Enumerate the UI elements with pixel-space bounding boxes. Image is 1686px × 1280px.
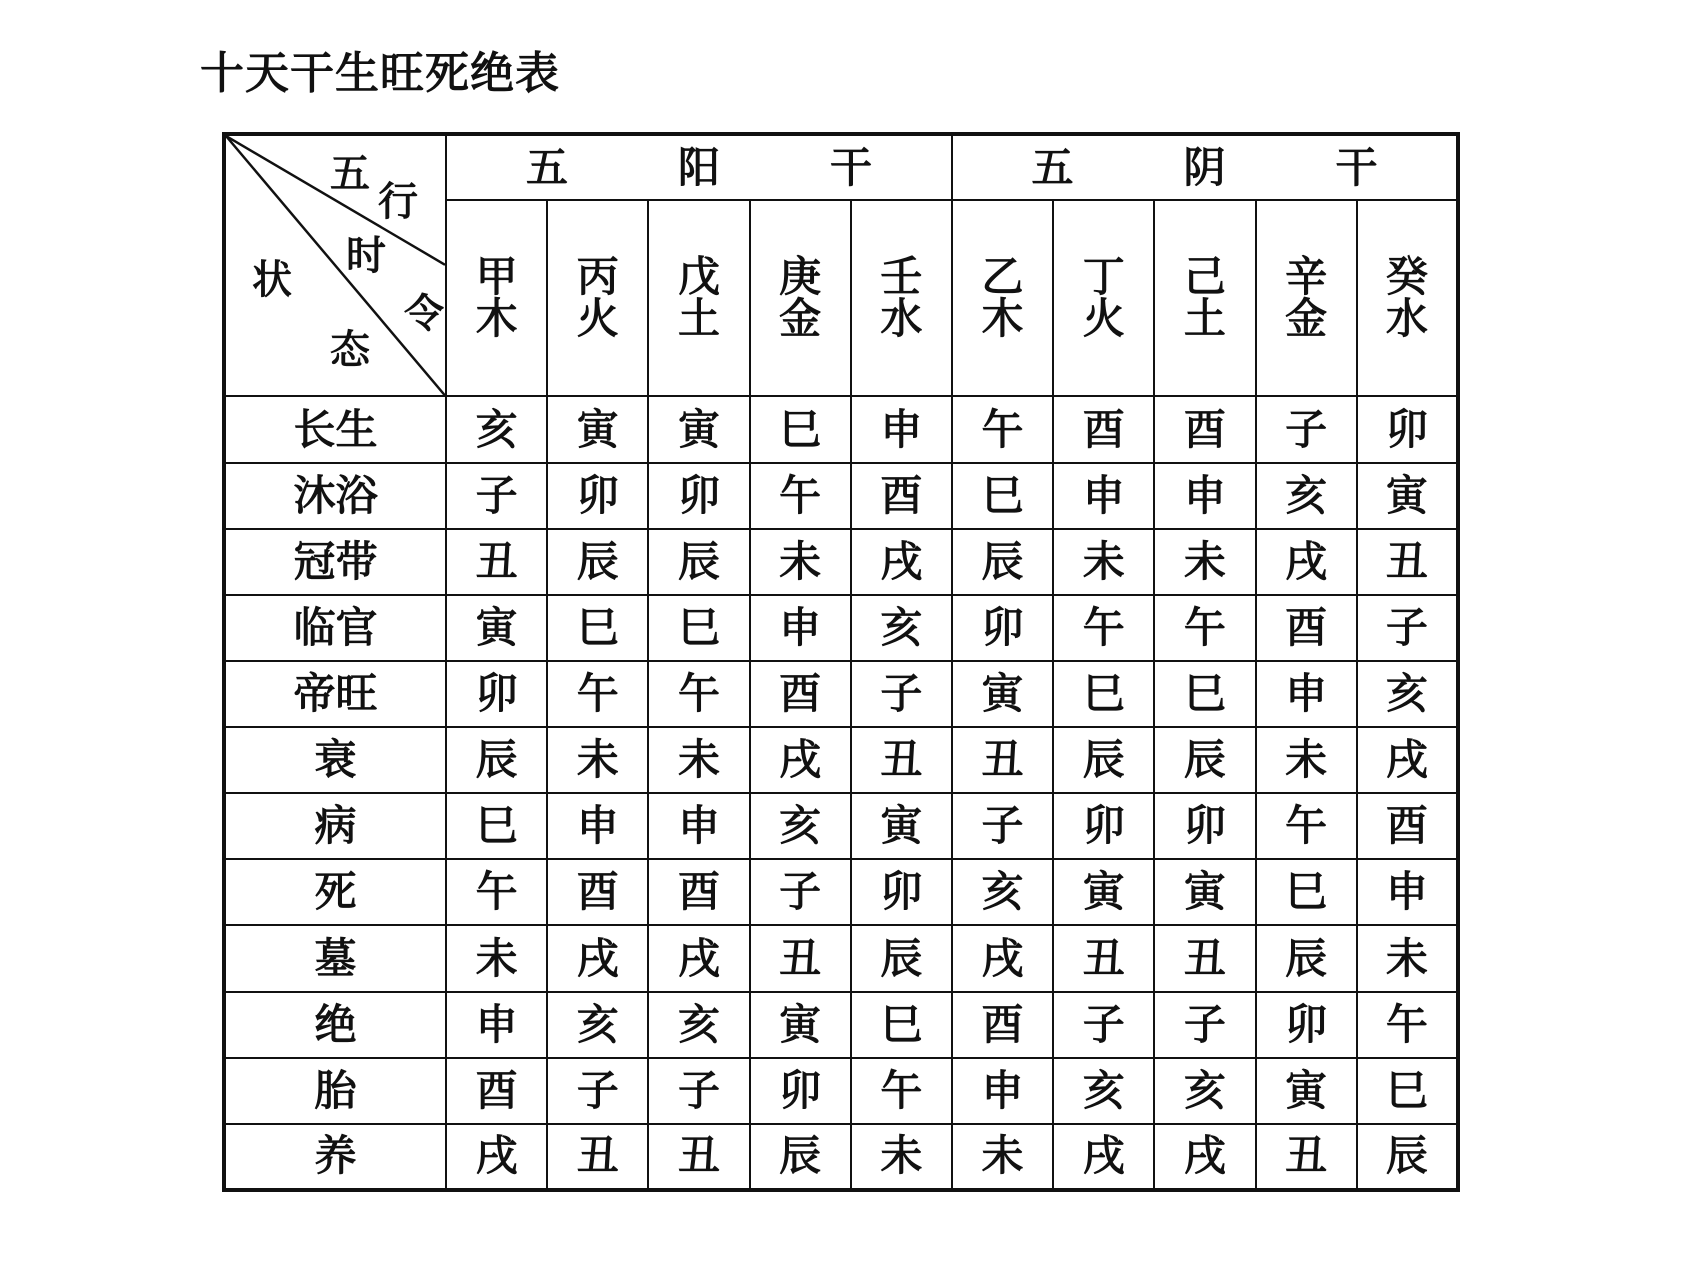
state-label-cell: 临官 xyxy=(224,595,446,661)
branch-cell: 辰 xyxy=(750,1124,851,1190)
branch-cell: 午 xyxy=(1256,793,1357,859)
stem-header-cell xyxy=(1357,200,1458,396)
branch-cell: 未 xyxy=(1357,925,1458,991)
branch-cell: 辰 xyxy=(1256,925,1357,991)
branch-cell: 子 xyxy=(851,661,952,727)
branch-cell: 辰 xyxy=(547,529,648,595)
branch-cell: 酉 xyxy=(1256,595,1357,661)
branch-cell: 巳 xyxy=(1154,661,1255,727)
branch-cell: 卯 xyxy=(446,661,547,727)
branch-cell: 丑 xyxy=(1154,925,1255,991)
stem-char: 戊 xyxy=(677,252,720,302)
element-char: 木 xyxy=(475,294,518,344)
element-char: 火 xyxy=(576,294,619,344)
state-label-cell: 养 xyxy=(224,1124,446,1190)
stem-char: 癸 xyxy=(1385,252,1428,302)
table-row xyxy=(224,1124,1458,1190)
branch-cell: 子 xyxy=(446,463,547,529)
branch-cell: 亥 xyxy=(1256,463,1357,529)
table-row xyxy=(224,992,1458,1058)
branch-cell: 辰 xyxy=(648,529,749,595)
branch-cell: 未 xyxy=(1154,529,1255,595)
branch-cell: 午 xyxy=(1053,595,1154,661)
branch-cell: 戌 xyxy=(446,1124,547,1190)
branch-cell: 未 xyxy=(648,727,749,793)
branch-cell: 巳 xyxy=(446,793,547,859)
branch-cell: 丑 xyxy=(1256,1124,1357,1190)
branch-cell: 子 xyxy=(1053,992,1154,1058)
header-row-groups xyxy=(224,134,1458,200)
element-char: 水 xyxy=(1385,294,1428,344)
branch-cell: 申 xyxy=(1154,463,1255,529)
branch-cell: 子 xyxy=(547,1058,648,1124)
branch-cell: 亥 xyxy=(1154,1058,1255,1124)
branch-cell: 丑 xyxy=(851,727,952,793)
branch-cell: 未 xyxy=(851,1124,952,1190)
table-row xyxy=(224,595,1458,661)
branch-cell: 寅 xyxy=(1357,463,1458,529)
branch-cell: 巳 xyxy=(648,595,749,661)
branch-cell: 戌 xyxy=(1256,529,1357,595)
branch-cell: 酉 xyxy=(1154,396,1255,462)
stem-char: 辛 xyxy=(1285,252,1328,302)
branch-cell: 辰 xyxy=(1053,727,1154,793)
element-char: 土 xyxy=(1183,294,1226,344)
branch-cell: 未 xyxy=(952,1124,1053,1190)
branch-cell: 申 xyxy=(1357,859,1458,925)
branch-cell: 丑 xyxy=(1053,925,1154,991)
branch-cell: 寅 xyxy=(952,661,1053,727)
branch-cell: 酉 xyxy=(851,463,952,529)
branch-cell: 卯 xyxy=(1154,793,1255,859)
stem-char: 己 xyxy=(1183,252,1226,302)
branch-cell: 辰 xyxy=(851,925,952,991)
stem-header-cell xyxy=(446,200,547,396)
branch-cell: 未 xyxy=(1053,529,1154,595)
yin-group-char: 阴 xyxy=(1183,142,1226,192)
state-label-cell: 帝旺 xyxy=(224,661,446,727)
corner-label-shi: 时 xyxy=(346,233,386,279)
branch-cell: 申 xyxy=(750,595,851,661)
stem-header-cell xyxy=(547,200,648,396)
table-row xyxy=(224,859,1458,925)
corner-label-zhuang: 状 xyxy=(252,257,292,303)
branch-cell: 巳 xyxy=(750,396,851,462)
branch-cell: 亥 xyxy=(648,992,749,1058)
branch-cell: 寅 xyxy=(1053,859,1154,925)
branch-cell: 寅 xyxy=(750,992,851,1058)
branch-cell: 寅 xyxy=(547,396,648,462)
branch-cell: 申 xyxy=(547,793,648,859)
stem-header-cell xyxy=(851,200,952,396)
branch-cell: 申 xyxy=(446,992,547,1058)
corner-label-xing: 行 xyxy=(378,179,418,225)
branch-cell: 寅 xyxy=(648,396,749,462)
branch-cell: 巳 xyxy=(1053,661,1154,727)
branch-cell: 亥 xyxy=(547,992,648,1058)
element-char: 火 xyxy=(1082,294,1125,344)
stem-char: 甲 xyxy=(475,252,518,302)
branch-cell: 子 xyxy=(750,859,851,925)
branch-cell: 辰 xyxy=(1357,1124,1458,1190)
state-label-cell: 长生 xyxy=(224,396,446,462)
branch-cell: 丑 xyxy=(648,1124,749,1190)
branch-cell: 寅 xyxy=(851,793,952,859)
branch-cell: 午 xyxy=(1154,595,1255,661)
branch-cell: 亥 xyxy=(750,793,851,859)
branch-cell: 卯 xyxy=(547,463,648,529)
branch-cell: 巳 xyxy=(952,463,1053,529)
state-label-cell: 胎 xyxy=(224,1058,446,1124)
state-label-cell: 衰 xyxy=(224,727,446,793)
element-char: 水 xyxy=(880,294,923,344)
branch-cell: 巳 xyxy=(1357,1058,1458,1124)
branch-cell: 午 xyxy=(1357,992,1458,1058)
branch-cell: 丑 xyxy=(1357,529,1458,595)
branch-cell: 酉 xyxy=(648,859,749,925)
branch-cell: 辰 xyxy=(952,529,1053,595)
stem-header-cell xyxy=(750,200,851,396)
branch-cell: 未 xyxy=(1256,727,1357,793)
branch-cell: 酉 xyxy=(1053,396,1154,462)
yang-group-char: 阳 xyxy=(677,142,720,192)
branch-cell: 未 xyxy=(446,925,547,991)
stem-header-cell xyxy=(1053,200,1154,396)
stem-header-cell xyxy=(1154,200,1255,396)
yin-stems-group-header xyxy=(952,134,1458,200)
element-char: 金 xyxy=(779,294,822,344)
branch-cell: 亥 xyxy=(851,595,952,661)
state-label-cell: 死 xyxy=(224,859,446,925)
branch-cell: 酉 xyxy=(547,859,648,925)
stem-char: 丁 xyxy=(1082,252,1125,302)
stem-char: 丙 xyxy=(576,252,619,302)
branch-cell: 戌 xyxy=(648,925,749,991)
branch-cell: 戌 xyxy=(547,925,648,991)
branch-cell: 亥 xyxy=(952,859,1053,925)
yin-group-char: 五 xyxy=(1031,142,1074,192)
branch-cell: 寅 xyxy=(446,595,547,661)
branch-cell: 戌 xyxy=(1053,1124,1154,1190)
stem-char: 庚 xyxy=(779,252,822,302)
branch-cell: 申 xyxy=(1256,661,1357,727)
yang-group-char: 干 xyxy=(829,142,872,192)
branch-cell: 辰 xyxy=(446,727,547,793)
stem-header-cell xyxy=(952,200,1053,396)
branch-cell: 午 xyxy=(750,463,851,529)
corner-header xyxy=(224,134,446,396)
branch-cell: 亥 xyxy=(1357,661,1458,727)
stem-header-cell xyxy=(648,200,749,396)
element-char: 土 xyxy=(677,294,720,344)
table-title: 十天干生旺死绝表 xyxy=(200,48,560,99)
table-row xyxy=(224,529,1458,595)
yin-group-char: 干 xyxy=(1335,142,1378,192)
stems-state-table xyxy=(222,132,1460,1192)
branch-cell: 子 xyxy=(1154,992,1255,1058)
branch-cell: 丑 xyxy=(750,925,851,991)
table-row xyxy=(224,396,1458,462)
branch-cell: 子 xyxy=(1357,595,1458,661)
branch-cell: 午 xyxy=(851,1058,952,1124)
table-row xyxy=(224,925,1458,991)
yang-group-char: 五 xyxy=(525,142,568,192)
branch-cell: 申 xyxy=(1053,463,1154,529)
branch-cell: 戌 xyxy=(750,727,851,793)
branch-cell: 巳 xyxy=(851,992,952,1058)
branch-cell: 卯 xyxy=(851,859,952,925)
corner-label-tai: 态 xyxy=(330,327,370,373)
branch-cell: 寅 xyxy=(1256,1058,1357,1124)
branch-cell: 午 xyxy=(952,396,1053,462)
branch-cell: 戌 xyxy=(851,529,952,595)
stem-char: 壬 xyxy=(880,252,923,302)
branch-cell: 酉 xyxy=(952,992,1053,1058)
branch-cell: 寅 xyxy=(1154,859,1255,925)
state-label-cell: 沐浴 xyxy=(224,463,446,529)
branch-cell: 丑 xyxy=(952,727,1053,793)
branch-cell: 戌 xyxy=(1357,727,1458,793)
element-char: 金 xyxy=(1285,294,1328,344)
branch-cell: 亥 xyxy=(1053,1058,1154,1124)
state-label-cell: 墓 xyxy=(224,925,446,991)
branch-cell: 卯 xyxy=(648,463,749,529)
branch-cell: 亥 xyxy=(446,396,547,462)
state-label-cell: 冠带 xyxy=(224,529,446,595)
branch-cell: 午 xyxy=(547,661,648,727)
table-row xyxy=(224,463,1458,529)
branch-cell: 丑 xyxy=(547,1124,648,1190)
branch-cell: 申 xyxy=(851,396,952,462)
branch-cell: 辰 xyxy=(1154,727,1255,793)
branch-cell: 巳 xyxy=(1256,859,1357,925)
branch-cell: 子 xyxy=(1256,396,1357,462)
branch-cell: 未 xyxy=(750,529,851,595)
state-label-cell: 绝 xyxy=(224,992,446,1058)
table-row xyxy=(224,793,1458,859)
corner-label-ling: 令 xyxy=(404,291,444,337)
branch-cell: 卯 xyxy=(952,595,1053,661)
branch-cell: 子 xyxy=(648,1058,749,1124)
state-label-cell: 病 xyxy=(224,793,446,859)
yang-stems-group-header xyxy=(446,134,952,200)
table-row xyxy=(224,661,1458,727)
branch-cell: 戌 xyxy=(952,925,1053,991)
branch-cell: 未 xyxy=(547,727,648,793)
element-char: 木 xyxy=(981,294,1024,344)
stem-header-cell xyxy=(1256,200,1357,396)
branch-cell: 丑 xyxy=(446,529,547,595)
branch-cell: 卯 xyxy=(1256,992,1357,1058)
branch-cell: 卯 xyxy=(1357,396,1458,462)
branch-cell: 酉 xyxy=(1357,793,1458,859)
table-row xyxy=(224,1058,1458,1124)
branch-cell: 酉 xyxy=(446,1058,547,1124)
branch-cell: 午 xyxy=(648,661,749,727)
branch-cell: 戌 xyxy=(1154,1124,1255,1190)
table-row xyxy=(224,727,1458,793)
branch-cell: 申 xyxy=(648,793,749,859)
branch-cell: 午 xyxy=(446,859,547,925)
branch-cell: 巳 xyxy=(547,595,648,661)
branch-cell: 卯 xyxy=(1053,793,1154,859)
corner-label-wu: 五 xyxy=(330,151,370,197)
branch-cell: 卯 xyxy=(750,1058,851,1124)
branch-cell: 酉 xyxy=(750,661,851,727)
stem-char: 乙 xyxy=(981,252,1024,302)
branch-cell: 子 xyxy=(952,793,1053,859)
branch-cell: 申 xyxy=(952,1058,1053,1124)
